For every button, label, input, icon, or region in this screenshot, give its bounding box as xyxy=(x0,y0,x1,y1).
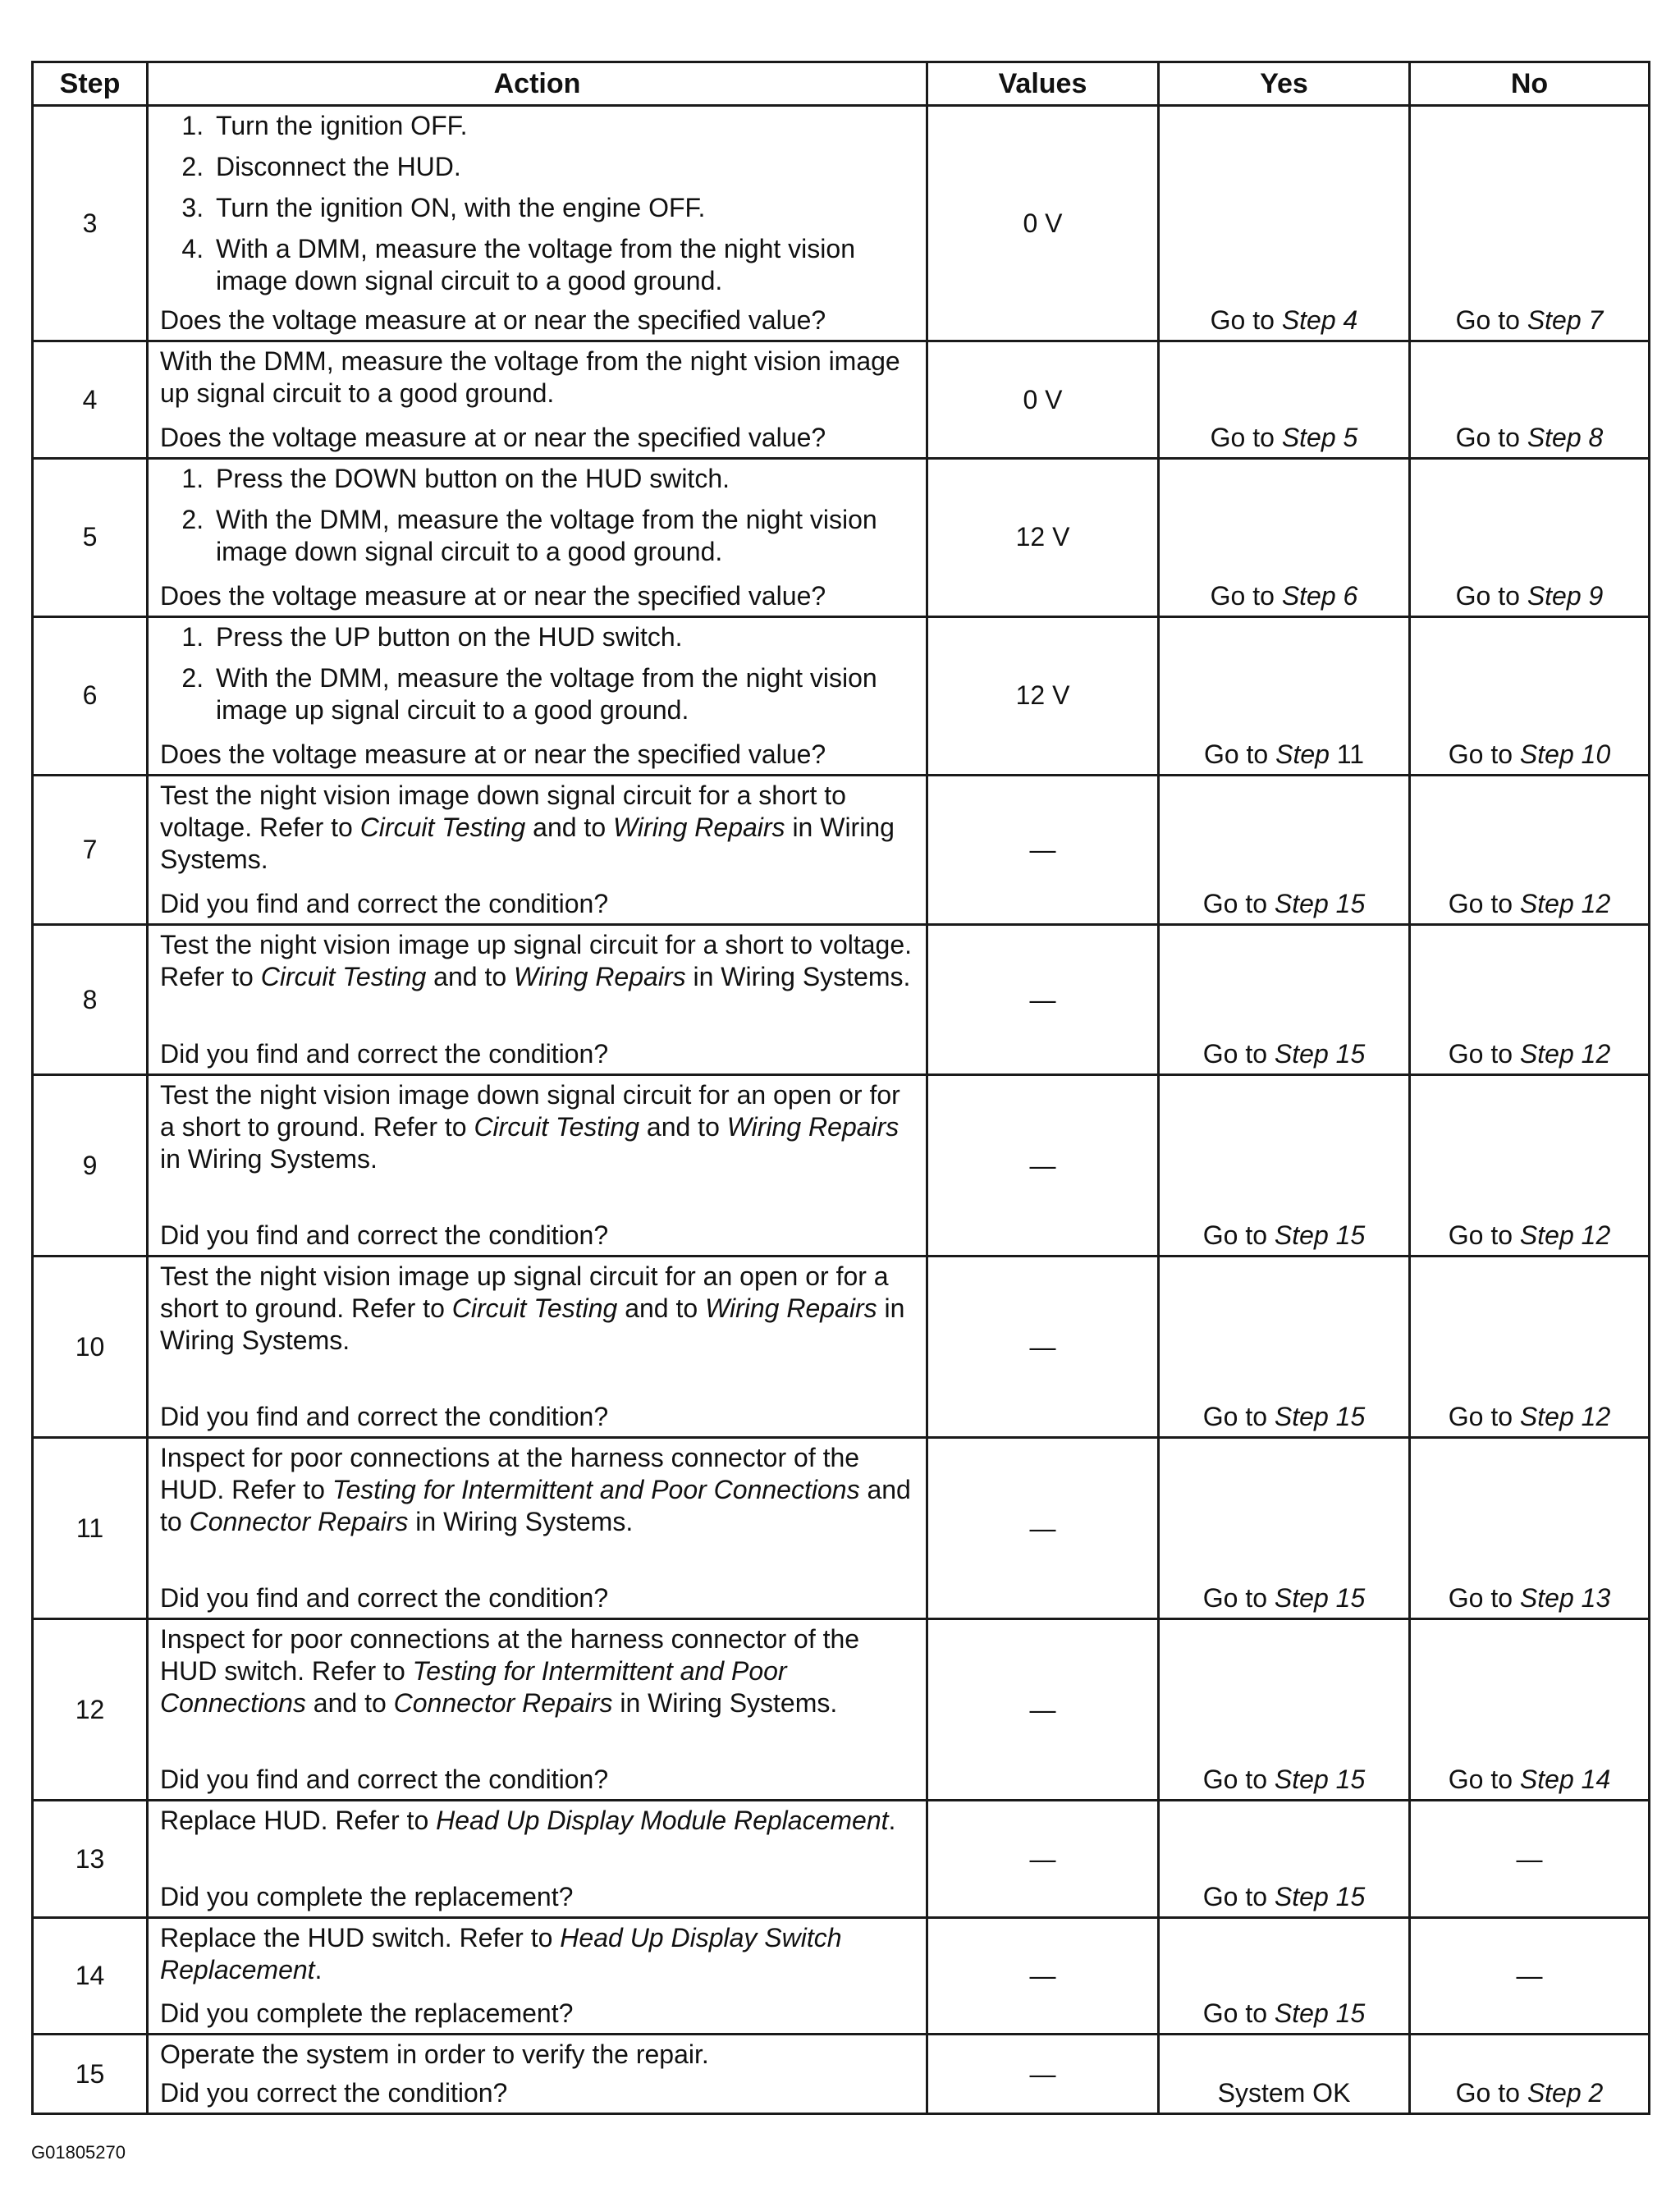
substep: 2. Disconnect the HUD. xyxy=(211,151,918,183)
header-step: Step xyxy=(33,62,148,106)
action-text xyxy=(160,929,918,993)
action-cell xyxy=(148,925,927,1075)
no-step-ref: Step 14 xyxy=(1519,1765,1611,1795)
reference-link-text: Circuit Testing xyxy=(260,962,427,992)
value-cell: — xyxy=(927,2035,1159,2114)
no-cell: — xyxy=(1410,1801,1650,1918)
no-cell xyxy=(1410,341,1650,459)
yes-step-ref: Step 15 xyxy=(1274,1998,1366,2029)
action-cell xyxy=(148,106,927,341)
no-step-ref: Step 13 xyxy=(1519,1583,1611,1614)
table-row xyxy=(33,1619,1650,1801)
no-cell xyxy=(1410,106,1650,341)
action-text-part: in Wiring Systems. xyxy=(160,1144,378,1174)
no-prefix: Go to xyxy=(1455,305,1527,336)
no-cell xyxy=(1410,1619,1650,1801)
action-text-part: Inspect for poor connections at the harness connector of the HUD switch. Refer to xyxy=(160,1624,860,1687)
action-cell xyxy=(148,775,927,925)
no-step-ref: Step 12 xyxy=(1519,1039,1611,1069)
action-text-part: Test the night vision image up signal circuit for a short to voltage. Refer to xyxy=(160,930,913,992)
yes-step-ref: Step 6 xyxy=(1281,580,1358,611)
substep-list xyxy=(160,463,918,568)
yes-prefix: Go to xyxy=(1203,739,1276,769)
no-step-ref: Step 9 xyxy=(1527,580,1604,611)
action-cell xyxy=(148,1257,927,1438)
step-number: 9 xyxy=(33,1075,148,1257)
no-step-ref: Step 2 xyxy=(1527,2078,1604,2108)
yes-step-ref: Step 15 xyxy=(1274,1220,1366,1251)
question-text: Did you find and correct the condition? xyxy=(160,1765,609,1795)
reference-link-text: Testing for Intermittent and Poor Connections xyxy=(160,1656,787,1719)
action-text-part: . xyxy=(314,1954,323,1984)
question-text: Does the voltage measure at or near the specified value? xyxy=(160,422,826,452)
action-text xyxy=(160,1623,918,1719)
no-prefix: Go to xyxy=(1455,580,1527,611)
value-cell: 12 V xyxy=(927,616,1159,775)
yes-cell: System OK xyxy=(1159,2035,1410,2114)
question-text: Did you find and correct the condition? xyxy=(160,889,609,919)
yes-prefix: Go to xyxy=(1210,422,1282,452)
yes-cell xyxy=(1159,341,1410,459)
no-cell xyxy=(1410,1438,1650,1619)
figure-id: G01805270 xyxy=(31,2142,126,2163)
yes-step-ref: Step 15 xyxy=(1274,1039,1366,1069)
no-step-ref: Step 12 xyxy=(1519,1220,1611,1251)
action-text-part: and to xyxy=(160,1475,911,1537)
yes-step-ref: Step 4 xyxy=(1281,305,1358,336)
substep: 1. Press the DOWN button on the HUD switch. xyxy=(211,463,918,495)
no-prefix: Go to xyxy=(1455,422,1527,452)
action-text-part: Test the night vision image up signal circuit for an open or for a short to ground. Refer to xyxy=(160,1261,889,1324)
action-text: Operate the system in order to verify the repair. xyxy=(160,2039,709,2070)
action-text xyxy=(160,1442,918,1538)
action-cell xyxy=(148,1801,927,1918)
no-prefix: Go to xyxy=(1448,889,1520,919)
no-step-ref: Step 12 xyxy=(1519,1402,1611,1432)
action-cell xyxy=(148,1438,927,1619)
question-text: Did you correct the condition? xyxy=(160,2078,508,2108)
action-text: With the DMM, measure the voltage from the night vision image up signal circuit to a good ground. xyxy=(160,346,900,409)
yes-cell xyxy=(1159,106,1410,341)
header-yes: Yes xyxy=(1159,62,1410,106)
action-text-part: in Wiring Systems. xyxy=(160,1293,905,1356)
question-text: Did you find and correct the condition? xyxy=(160,1402,609,1432)
step-number: 7 xyxy=(33,775,148,925)
action-cell xyxy=(148,616,927,775)
table-row xyxy=(33,616,1650,775)
question-text: Did you complete the replacement? xyxy=(160,1998,574,2029)
yes-prefix: Go to xyxy=(1202,1583,1275,1614)
question-text: Did you find and correct the condition? xyxy=(160,1220,609,1251)
step-number: 13 xyxy=(33,1801,148,1918)
yes-cell xyxy=(1159,1619,1410,1801)
action-text-part: Test the night vision image down signal circuit for an open or for a short to ground. Refer to xyxy=(160,1080,900,1142)
yes-prefix: Go to xyxy=(1202,1220,1275,1251)
value-cell: — xyxy=(927,1619,1159,1801)
yes-cell xyxy=(1159,925,1410,1075)
reference-link-text: Testing for Intermittent and Poor Connections xyxy=(332,1475,860,1505)
question-text: Does the voltage measure at or near the specified value? xyxy=(160,739,826,769)
substep: 3. Turn the ignition ON, with the engine OFF. xyxy=(211,192,918,224)
table-row xyxy=(33,1075,1650,1257)
action-text-part: and to xyxy=(426,962,515,992)
yes-cell xyxy=(1159,775,1410,925)
action-text-part: . xyxy=(888,1806,896,1836)
yes-step-ref: Step 5 xyxy=(1281,422,1358,452)
substep: 1. Press the UP button on the HUD switch. xyxy=(211,621,918,653)
yes-cell xyxy=(1159,1801,1410,1918)
no-prefix: Go to xyxy=(1448,1583,1520,1614)
value-cell: 12 V xyxy=(927,458,1159,616)
no-cell xyxy=(1410,616,1650,775)
substep: 2. With the DMM, measure the voltage from the night vision image down signal circuit to a good ground. xyxy=(211,504,918,568)
action-text-part: in Wiring Systems. xyxy=(408,1507,634,1537)
no-cell: — xyxy=(1410,1917,1650,2035)
action-cell xyxy=(148,1917,927,2035)
action-text-part: Replace the HUD switch. Refer to xyxy=(160,1922,561,1952)
header-values: Values xyxy=(927,62,1159,106)
reference-link-text: Head Up Display Switch Replacement xyxy=(160,1922,842,1984)
no-prefix: Go to xyxy=(1448,739,1520,769)
value-cell: — xyxy=(927,1075,1159,1257)
yes-prefix: Go to xyxy=(1202,1998,1275,2029)
step-number: 6 xyxy=(33,616,148,775)
reference-link-text: Wiring Repairs xyxy=(705,1293,877,1324)
table-row xyxy=(33,1801,1650,1918)
table-row xyxy=(33,2035,1650,2114)
action-text-part: and to xyxy=(305,1688,394,1719)
action-text xyxy=(160,1805,918,1837)
yes-step-ref: Step 15 xyxy=(1274,1881,1366,1911)
yes-cell xyxy=(1159,1257,1410,1438)
question-text: Did you find and correct the condition? xyxy=(160,1583,609,1614)
yes-cell xyxy=(1159,458,1410,616)
no-prefix: Go to xyxy=(1455,2078,1527,2108)
action-text-part: Replace HUD. Refer to xyxy=(160,1806,437,1836)
yes-cell xyxy=(1159,1917,1410,2035)
step-number: 5 xyxy=(33,458,148,616)
step-number: 8 xyxy=(33,925,148,1075)
yes-step-ref: Step 15 xyxy=(1274,1765,1366,1795)
question-text: Did you find and correct the condition? xyxy=(160,1039,609,1069)
substep: 2. With the DMM, measure the voltage from the night vision image up signal circuit to a good ground. xyxy=(211,662,918,726)
value-cell: 0 V xyxy=(927,106,1159,341)
reference-link-text: Circuit Testing xyxy=(359,812,526,842)
action-text xyxy=(160,1079,918,1175)
substep: 4. With a DMM, measure the voltage from the night vision image down signal circuit to a good ground. xyxy=(211,233,918,297)
step-number: 4 xyxy=(33,341,148,459)
step-number: 15 xyxy=(33,2035,148,2114)
substep-list xyxy=(160,110,918,297)
no-cell xyxy=(1410,925,1650,1075)
value-cell: — xyxy=(927,925,1159,1075)
action-cell xyxy=(148,1619,927,1801)
step-number: 12 xyxy=(33,1619,148,1801)
action-text-part: and to xyxy=(525,812,613,842)
no-prefix: Go to xyxy=(1448,1765,1520,1795)
yes-step-ref: Step 15 xyxy=(1274,889,1366,919)
table-row xyxy=(33,1257,1650,1438)
yes-prefix: Go to xyxy=(1202,1765,1275,1795)
no-step-ref: Step 8 xyxy=(1527,422,1604,452)
yes-step-ref: Step 15 xyxy=(1274,1402,1366,1432)
yes-step-number: 11 xyxy=(1329,739,1365,769)
no-cell xyxy=(1410,458,1650,616)
value-cell: — xyxy=(927,775,1159,925)
reference-link-text: Connector Repairs xyxy=(189,1507,409,1537)
reference-link-text: Circuit Testing xyxy=(474,1112,639,1142)
reference-link-text: Circuit Testing xyxy=(451,1293,618,1324)
no-prefix: Go to xyxy=(1448,1039,1520,1069)
table-row xyxy=(33,106,1650,341)
substep-list xyxy=(160,621,918,726)
yes-prefix: Go to xyxy=(1210,580,1282,611)
yes-prefix: Go to xyxy=(1202,1402,1275,1432)
yes-prefix: Go to xyxy=(1210,305,1282,336)
yes-step-ref: Step 15 xyxy=(1274,1583,1366,1614)
no-cell xyxy=(1410,2035,1650,2114)
yes-cell xyxy=(1159,1438,1410,1619)
value-cell: — xyxy=(927,1801,1159,1918)
table-row xyxy=(33,341,1650,459)
action-text-part: in Wiring Systems. xyxy=(160,812,895,874)
no-step-ref: Step 10 xyxy=(1519,739,1611,769)
substep: 1. Turn the ignition OFF. xyxy=(211,110,918,142)
action-text xyxy=(160,1922,918,1986)
action-text-part: and to xyxy=(639,1112,727,1142)
step-number: 11 xyxy=(33,1438,148,1619)
question-text: Did you complete the replacement? xyxy=(160,1881,574,1911)
no-cell xyxy=(1410,775,1650,925)
no-step-ref: Step 7 xyxy=(1527,305,1604,336)
action-text-part: Test the night vision image down signal circuit for a short to voltage. Refer to xyxy=(160,780,846,842)
no-prefix: Go to xyxy=(1448,1402,1520,1432)
step-number: 10 xyxy=(33,1257,148,1438)
action-text-part: in Wiring Systems. xyxy=(612,1688,838,1719)
yes-prefix: Go to xyxy=(1202,1039,1275,1069)
value-cell: — xyxy=(927,1438,1159,1619)
step-number: 14 xyxy=(33,1917,148,2035)
table-row xyxy=(33,775,1650,925)
reference-link-text: Head Up Display Module Replacement xyxy=(436,1806,889,1836)
header-no: No xyxy=(1410,62,1650,106)
yes-cell xyxy=(1159,616,1410,775)
table-row xyxy=(33,458,1650,616)
table-row xyxy=(33,1438,1650,1619)
action-text xyxy=(160,780,918,876)
action-text-part: and to xyxy=(617,1293,706,1324)
diagnostic-table xyxy=(31,61,1650,2115)
yes-prefix: Go to xyxy=(1202,889,1275,919)
no-prefix: Go to xyxy=(1448,1220,1520,1251)
question-text: Does the voltage measure at or near the specified value? xyxy=(160,305,826,336)
action-text xyxy=(160,1261,918,1357)
action-cell xyxy=(148,458,927,616)
action-text-part: in Wiring Systems. xyxy=(685,962,911,992)
value-cell: 0 V xyxy=(927,341,1159,459)
reference-link-text: Connector Repairs xyxy=(393,1688,613,1719)
question-text: Does the voltage measure at or near the specified value? xyxy=(160,580,826,611)
action-cell xyxy=(148,341,927,459)
action-cell xyxy=(148,2035,927,2114)
table-row xyxy=(33,925,1650,1075)
reference-link-text: Wiring Repairs xyxy=(726,1112,900,1142)
no-cell xyxy=(1410,1075,1650,1257)
yes-prefix: Go to xyxy=(1202,1881,1275,1911)
header-action: Action xyxy=(148,62,927,106)
reference-link-text: Wiring Repairs xyxy=(514,962,686,992)
no-step-ref: Step 12 xyxy=(1519,889,1611,919)
yes-step-ref: Step xyxy=(1275,739,1330,769)
reference-link-text: Wiring Repairs xyxy=(613,812,785,842)
yes-cell xyxy=(1159,1075,1410,1257)
action-cell xyxy=(148,1075,927,1257)
action-text-part: Inspect for poor connections at the harness connector of the HUD. Refer to xyxy=(160,1443,860,1505)
value-cell: — xyxy=(927,1257,1159,1438)
no-cell xyxy=(1410,1257,1650,1438)
header-row xyxy=(33,62,1650,106)
value-cell: — xyxy=(927,1917,1159,2035)
step-number: 3 xyxy=(33,106,148,341)
table-row xyxy=(33,1917,1650,2035)
